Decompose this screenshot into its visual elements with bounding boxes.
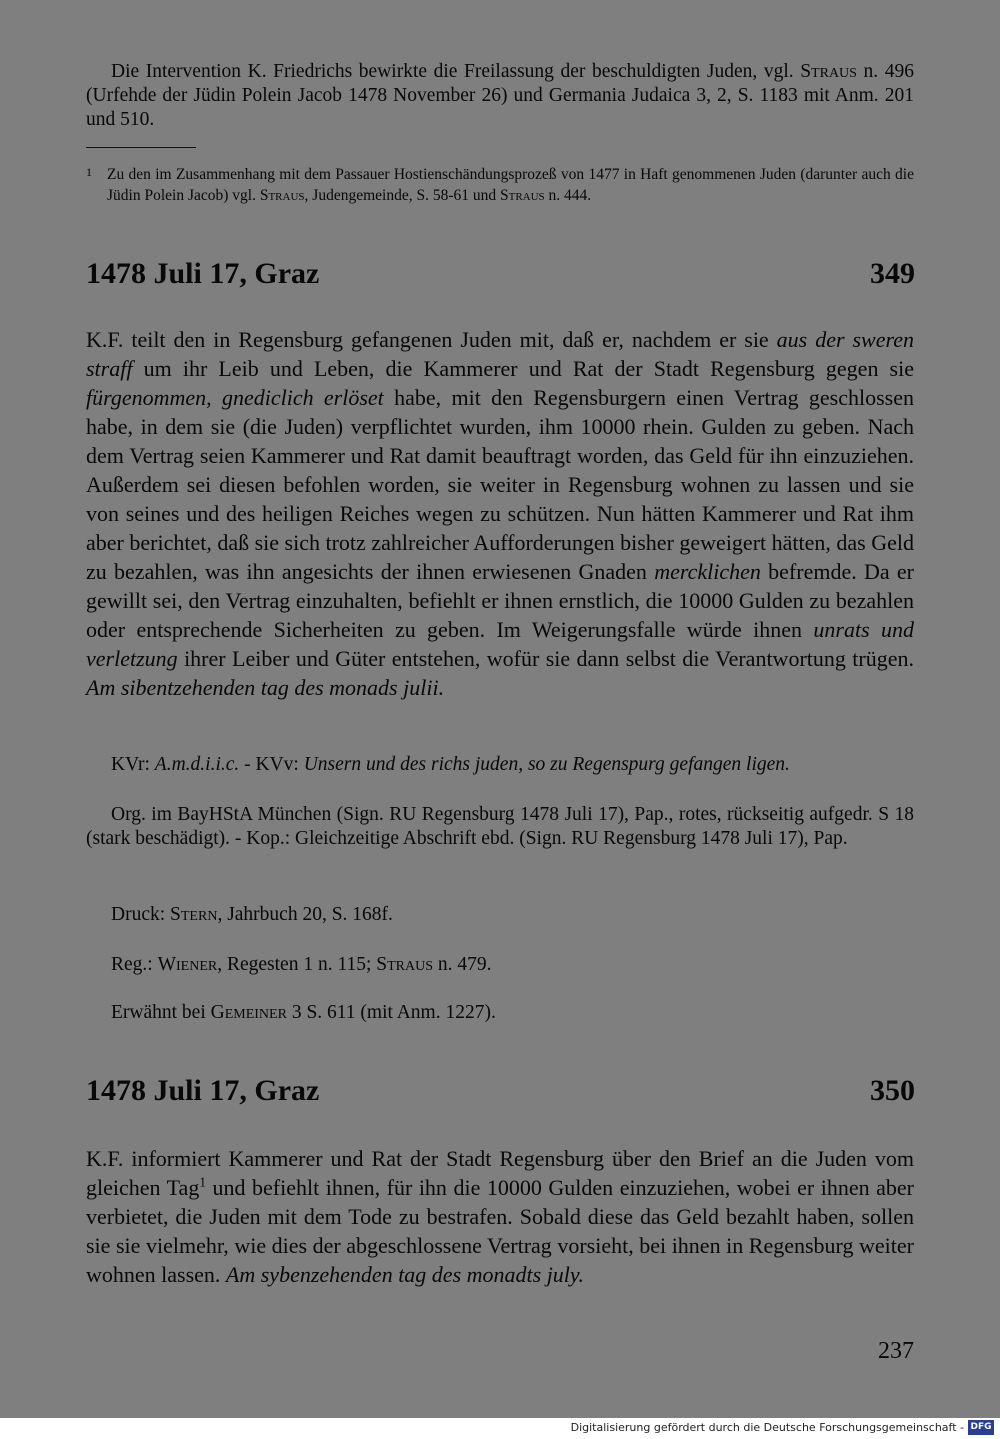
footnote-divider [86, 147, 196, 148]
date-clause: Am sybenzehenden tag des monadts july. [225, 1262, 584, 1287]
entry-350-summary [86, 1144, 914, 1289]
text: , Judengemeinde, S. 58-61 und [304, 187, 500, 204]
entry-349-heading: 1478 Juli 17, Graz [86, 257, 320, 290]
footer-credit: Digitalisierung gefördert durch die Deutsche Forschungsgemeinschaft - [570, 1421, 964, 1434]
footnote-reference: 1 [199, 1174, 206, 1190]
entry-349-druck [111, 903, 914, 927]
author-name: Wiener [157, 954, 218, 975]
text: , Jahrbuch 20, S. 168f. [217, 904, 393, 925]
dfg-logo: DFG [968, 1420, 994, 1435]
entry-349-summary [86, 325, 914, 702]
quote: A.m.d.i.i.c. [154, 754, 240, 775]
author-name: Stern [170, 904, 218, 925]
text: Reg.: [111, 954, 158, 975]
entry-350-heading: 1478 Juli 17, Graz [86, 1074, 320, 1107]
text: - KVv: [239, 754, 304, 775]
entry-349-kvr [111, 753, 914, 777]
text: KVr: [111, 754, 155, 775]
page-number: 237 [878, 1338, 914, 1364]
text: befremde. Da er gewillt sei, den Vertrag einzuhalten, befiehlt er ihnen ernstlich, die 10000 Gulden zu bezahlen oder entsprechende Sicherheiten zu geben. Im Weigerungsfalle würde ihnen [86, 559, 914, 642]
text: Druck: [111, 904, 171, 925]
text: K.F. informiert Kammerer und Rat der Stadt Regensburg über den Brief an die Juden vom gleichen Tag [86, 1146, 914, 1200]
text: , Regesten 1 n. 115; [217, 954, 377, 975]
text: ihrer Leiber und Güter entstehen, wofür sie dann selbst die Verantwortung trügen. [177, 646, 914, 671]
author-name: Straus [376, 954, 434, 975]
entry-349-origin: Org. im BayHStA München (Sign. RU Regensburg 1478 Juli 17), Pap., rotes, rückseitig aufgedr. S 18 (stark beschädigt). - Kop.: Gleichzeitige Abschrift ebd. (Sign. RU Regensburg 1478 Juli 17), Pap. [86, 804, 914, 849]
entry-349-number: 349 [870, 257, 915, 290]
quote: unrats und verletzung [86, 617, 914, 671]
intro-paragraph [86, 60, 914, 132]
text: 3 S. 611 (mit Anm. 1227). [286, 1002, 496, 1023]
text: um ihr Leib und Leben, die Kammerer und Rat der Stadt Regensburg gegen sie [132, 356, 914, 381]
text: habe, mit den Regensburgern einen Vertrag geschlossen habe, in dem sie (die Juden) verpflichtet wurden, ihm 10000 rhein. Gulden zu geben. Nach dem Vertrag seien Kammerer und Rat damit beauftragt worden, das Geld für ihn einzuziehen. Außerdem sei diesen befohlen worden, sie weiter in Regensburg wohnen zu lassen und sie von seines und des heiligen Reiches wegen zu schützen. Nun hätten Kammerer und Rat ihm aber berichtet, daß sie sich trotz zahlreicher Aufforderungen bisher geweigert hätten, das Geld zu bezahlen, was ihn angesichts der ihnen erwiesenen Gnaden [86, 385, 915, 584]
author-name: Straus [259, 187, 305, 204]
author-name: Gemeiner [210, 1002, 287, 1023]
author-name: Straus [800, 61, 857, 82]
text: K.F. teilt den in Regensburg gefangenen Juden mit, daß er, nachdem er sie [86, 327, 777, 352]
date-clause: Am sibentzehenden tag des monads julii. [86, 675, 445, 700]
quote: Unsern und des richs juden, so zu Regenspurg gefangen ligen. [303, 754, 790, 775]
text: n. 444. [544, 187, 592, 204]
text: Die Intervention K. Friedrichs bewirkte die Freilassung der beschuldigten Juden, vgl. [111, 61, 801, 82]
entry-349-mention [111, 1001, 914, 1025]
quote: mercklichen [654, 559, 761, 584]
quote: fürgenommen, gnediclich erlöset [86, 385, 384, 410]
text: und befiehlt ihnen, für ihn die 10000 Gulden einzuziehen, wobei er ihnen aber verbietet, die Juden mit dem Tode zu bestrafen. Sobald diese das Geld bezahlt haben, sollen sie sie vielmehr, wie dies der abgeschlossene Vertrag vorsieht, bei ihnen in Regensburg weiter wohnen lassen. [86, 1175, 914, 1287]
text: n. 496 (Urfehde der Jüdin Polein Jacob 1478 November 26) und Germania Judaica 3, 2, S. 1183 mit Anm. 201 und 510. [86, 61, 914, 130]
text: n. 479. [433, 954, 492, 975]
quote: aus der sweren straff [86, 327, 915, 381]
entry-349-reg [111, 953, 914, 977]
text: Erwähnt bei [111, 1002, 211, 1023]
author-name: Straus [499, 187, 545, 204]
text: Zu den im Zusammenhang mit dem Passauer Hostienschändungsprozeß von 1477 in Haft genommenen Juden (darunter auch die Jüdin Polein Jacob) vgl. [107, 166, 914, 204]
entry-350-number: 350 [870, 1074, 915, 1107]
footnote: 1 Zu den im Zusammenhang mit dem Passauer Hostienschändungsprozeß von 1477 in Haft genommenen Juden (darunter auch die Jüdin Polein Jacob) vgl. Straus, Judengemeinde, S. 58-61 und Straus n. 444. [86, 165, 914, 204]
footer-bar [0, 1418, 1000, 1439]
